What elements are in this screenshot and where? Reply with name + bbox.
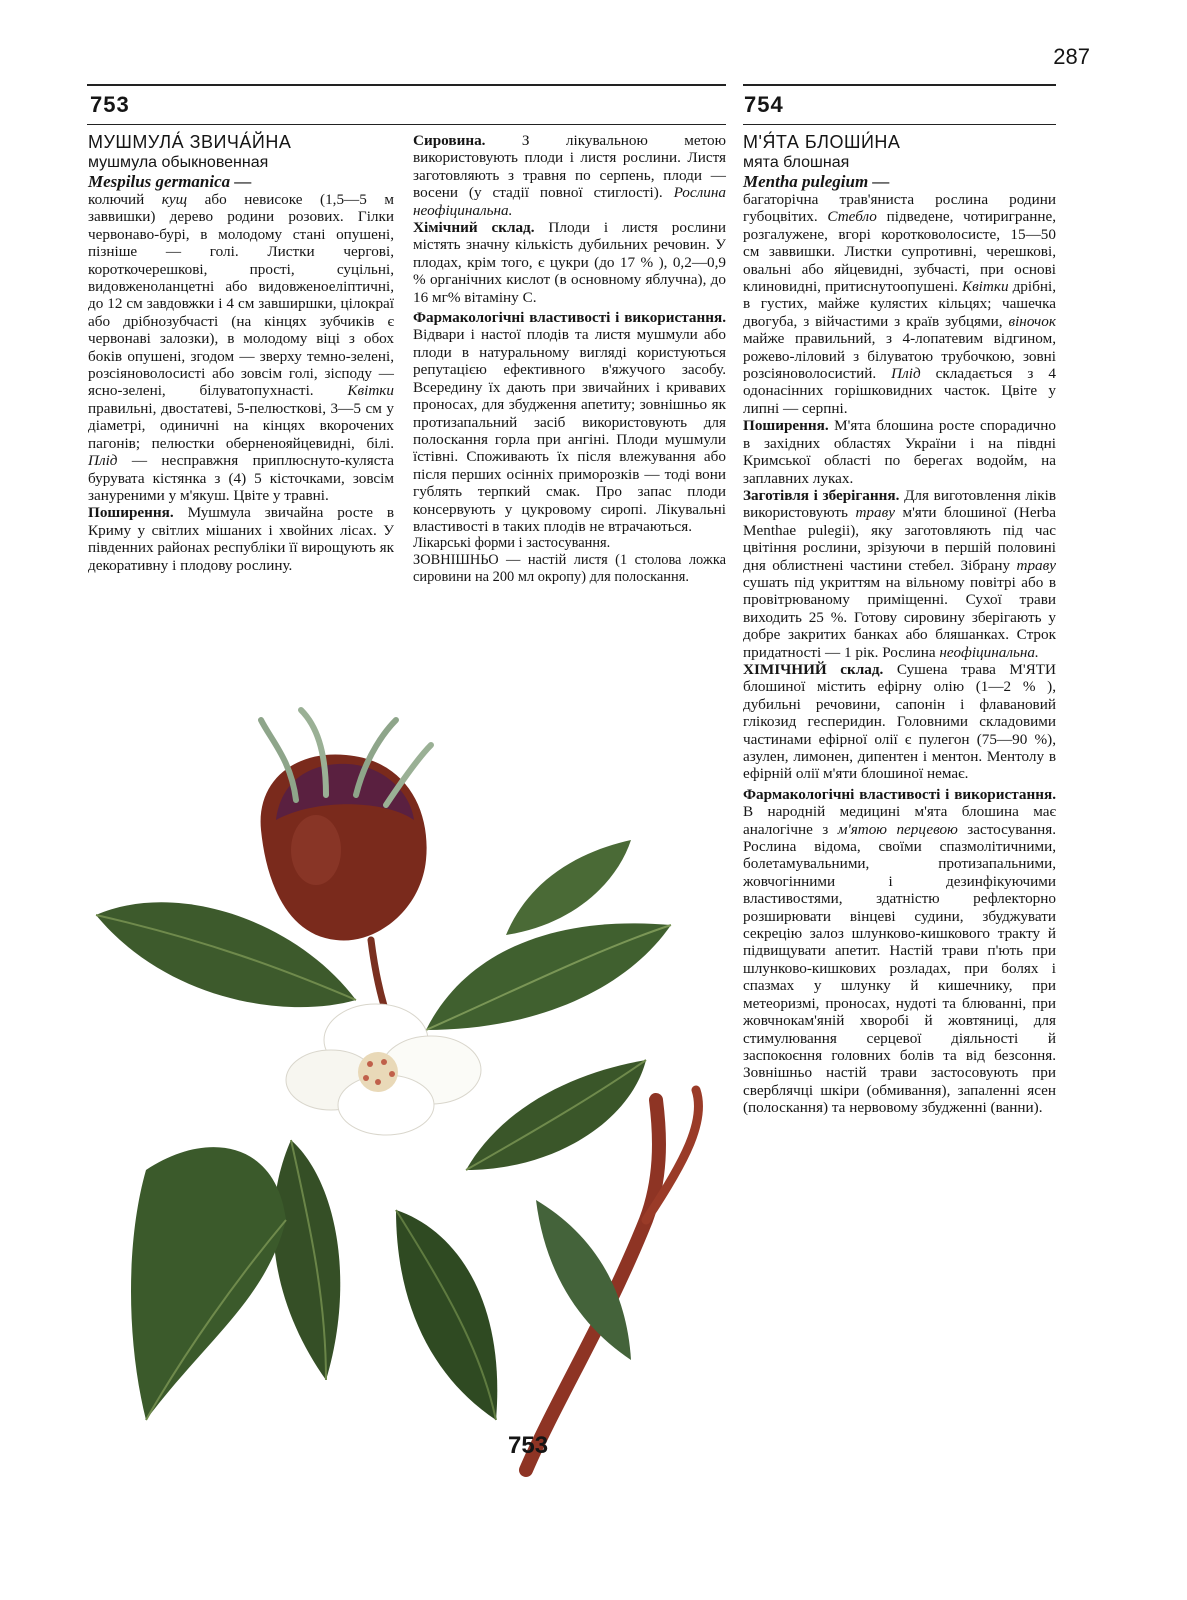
entry-rule bbox=[743, 124, 1056, 125]
dosage-forms-heading: Лікарські форми і застосування. bbox=[413, 535, 611, 552]
entry-754-column bbox=[743, 132, 1056, 1117]
entry-rule bbox=[87, 124, 726, 125]
plant-title-ua: МУШМУЛА́ ЗВИЧА́ЙНА bbox=[88, 132, 292, 152]
pharmacology-paragraph: Фармакологічні властивості і використання. Відвари і настої плодів та листя мушмули або плоди в натуральному вигляді користуються репутацією ефективного в'яжучого засобу. Всередину їх дають при звичайних і кривавих проносах, для збудження апетиту; зовнішньо як протизапальний засіб використовують для полоскання горла при ангіні. Плоди мушмули їстівні. Споживають їх після влежування або після перших осінніх приморозків — тоді вони гублять терпкий смак. Про запас плоди консервують у цукровому сиропі. Лікувальні властивості в таких плодів не втрачаються. bbox=[413, 309, 726, 535]
plant-latin-name: Mespilus germanica — bbox=[88, 172, 252, 191]
plant-title-ua: М'Я́ТА БЛОШИ́НА bbox=[743, 132, 901, 152]
header-rule bbox=[87, 84, 726, 86]
page-number: 287 bbox=[1053, 44, 1090, 69]
header-rule bbox=[743, 84, 1056, 86]
medlar-illustration bbox=[86, 700, 726, 1480]
dosage-forms-text: ЗОВНІШНЬО — настій листя (1 столова ложка сировини на 200 мл окропу) для полоскання. bbox=[413, 552, 726, 586]
entry-number-753: 753 bbox=[90, 92, 130, 117]
leaf bbox=[273, 1140, 340, 1380]
pharmacology-paragraph: Фармакологічні властивості і використання. В народній медицині м'ята блошина має аналогічне з м'ятою перцевою застосування. Рослина відома, своїми спазмолітичними, болетамувальними, протизапальними, жовчогінними і дезинфікуючими властивостями, здатністю рефлекторно розширювати вінцеві судини, збуджувати секрецію залоз шлунково-кишкового тракту й підвищувати апетит. Настій трави п'ють при шлунково-кишкових розладах, при болях і спазмах у шлунку й кишечнику, при метеоризмі, проносах, нудоті та блюванні, при жовчнокам'яній хворобі й жовтяниці, для стимулювання серцевої діяльності й заспокоєння головних болів та від безсоння. Зовнішньо настій трави застосовують при сверблячці шкіри (обмивання), запаленні ясен (полоскання) та нервовому збудженні (ванни). bbox=[743, 785, 1057, 1117]
plant-title-ru: мушмула обыкновенная bbox=[88, 154, 269, 171]
plant-latin-name: Mentha pulegium — bbox=[743, 172, 890, 191]
entry-753-column-2 bbox=[413, 132, 726, 586]
medlar-fruit bbox=[261, 710, 431, 940]
leaf bbox=[396, 1210, 497, 1420]
entry-number-754: 754 bbox=[744, 92, 784, 117]
raw-material-paragraph: Сировина. З лікувальною метою використовують плоди і листя рослини. Листя заготовляють з травня по серпень, плоди — восени (у стадії повної стиглості). Рослина неофіцинальна. bbox=[413, 132, 726, 219]
entry-753-column-1 bbox=[88, 132, 394, 574]
harvest-storage-paragraph: Заготівля і зберігання. Для виготовлення ліків використовують траву м'яти блошиної (Herba Menthae pulegii), яку заготовляють під час цвітіння рослини, зрізуючи в першій половині дня облистнені частини стебел. Зібрану траву сушать під укриттям на вільному повітрі або в провітрюваному приміщенні. Сухої трави виходить 25 %. Готову сировину зберігають у добре закритих банках або бляшанках. Строк придатності — 1 рік. Рослина неофіцинальна. bbox=[743, 486, 1056, 661]
leaf bbox=[131, 1147, 286, 1420]
figure-label: 753 bbox=[508, 1432, 549, 1459]
description-paragraph: колючий кущ або невисоке (1,5—5 м заввишки) дерево родини розових. Гілки червонаво-бурі, в молодому стані опушені, пізніше — голі. Листки чергові, короткочерешкові, прості, суцільні, видовженоланцетні або видовженоеліптичні, до 12 см завдовжки і 4 см завширшки, цілокраї або дрібнозубчасті (на кінцях зубчиків є червонаві залозки), в молодому віці з обох боків опушені, згодом — зверху темно-зелені, розсіяноволосисті або зовсім голі, зісподу — ясно-зелені, білуватопухнасті. Квітки правильні, двостатеві, 5-пелюсткові, 3—5 см у діаметрі, одиничні на кінцях вкорочених пагонів; пелюстки оберненояйцевидні, білі. Плід — несправжня приплюснуто-куляста бурувата кістянка з (4) 5 кісточками, зовсім зануреними у м'якуш. Цвіте у травні. bbox=[88, 191, 394, 504]
leaf bbox=[506, 840, 631, 935]
plant-title-ru: мята блошная bbox=[743, 154, 850, 171]
distribution-paragraph: Поширення. М'ята блошина росте спорадично в західних областях України і на півдні Кримської області по берегах водойм, на заплавних луках. bbox=[743, 417, 1056, 487]
chemical-composition-paragraph: ХІМІЧНИЙ склад. Сушена трава М'ЯТИ блошиної містить ефірну олію (1—2 % ), дубильні речовини, сапонін і флавановий глікозид гесперидин. Головними складовими частинами ефірної олії є пулегон (75—90 %), азулен, лимонен, дипентен і ментон. Ментолу в ефірній олії м'яти блошиної немає. bbox=[743, 660, 1056, 783]
description-paragraph: багаторічна трав'яниста рослина родини губоцвітих. Стебло підведене, чотиригранне, розгалужене, вгорі коротковолосисте, 15—50 см заввишки. Листки супротивні, черешкові, овальні або яйцевидні, зубчасті, при основі клиновидні, притиснутоопушені. Квітки дрібні, в густих, майже кулястих кільцях; чашечка двогуба, з війчастими з країв зубцями, віночок майже правильний, з 4-лопатевим відгином, рожево-ліловий з білуватою трубочкою, зовні розсіяноволосистий. Плід складається з 4 одонасінних горішковидних часток. Цвіте у липні — серпні. bbox=[743, 191, 1056, 417]
chemical-composition-paragraph: Хімічний склад. Плоди і листя рослини містять значну кількість дубильних речовин. У плодах, крім того, є цукри (до 17 % ), 0,2—0,9 % органічних кислот (в основному яблучна), до 16 мг% вітаміну С. bbox=[413, 219, 727, 306]
distribution-paragraph: Поширення. Мушмула звичайна росте в Криму у світлих мішаних і хвойних лісах. У південних районах республіки її вирощують як декоративну і плодову рослину. bbox=[88, 504, 395, 574]
